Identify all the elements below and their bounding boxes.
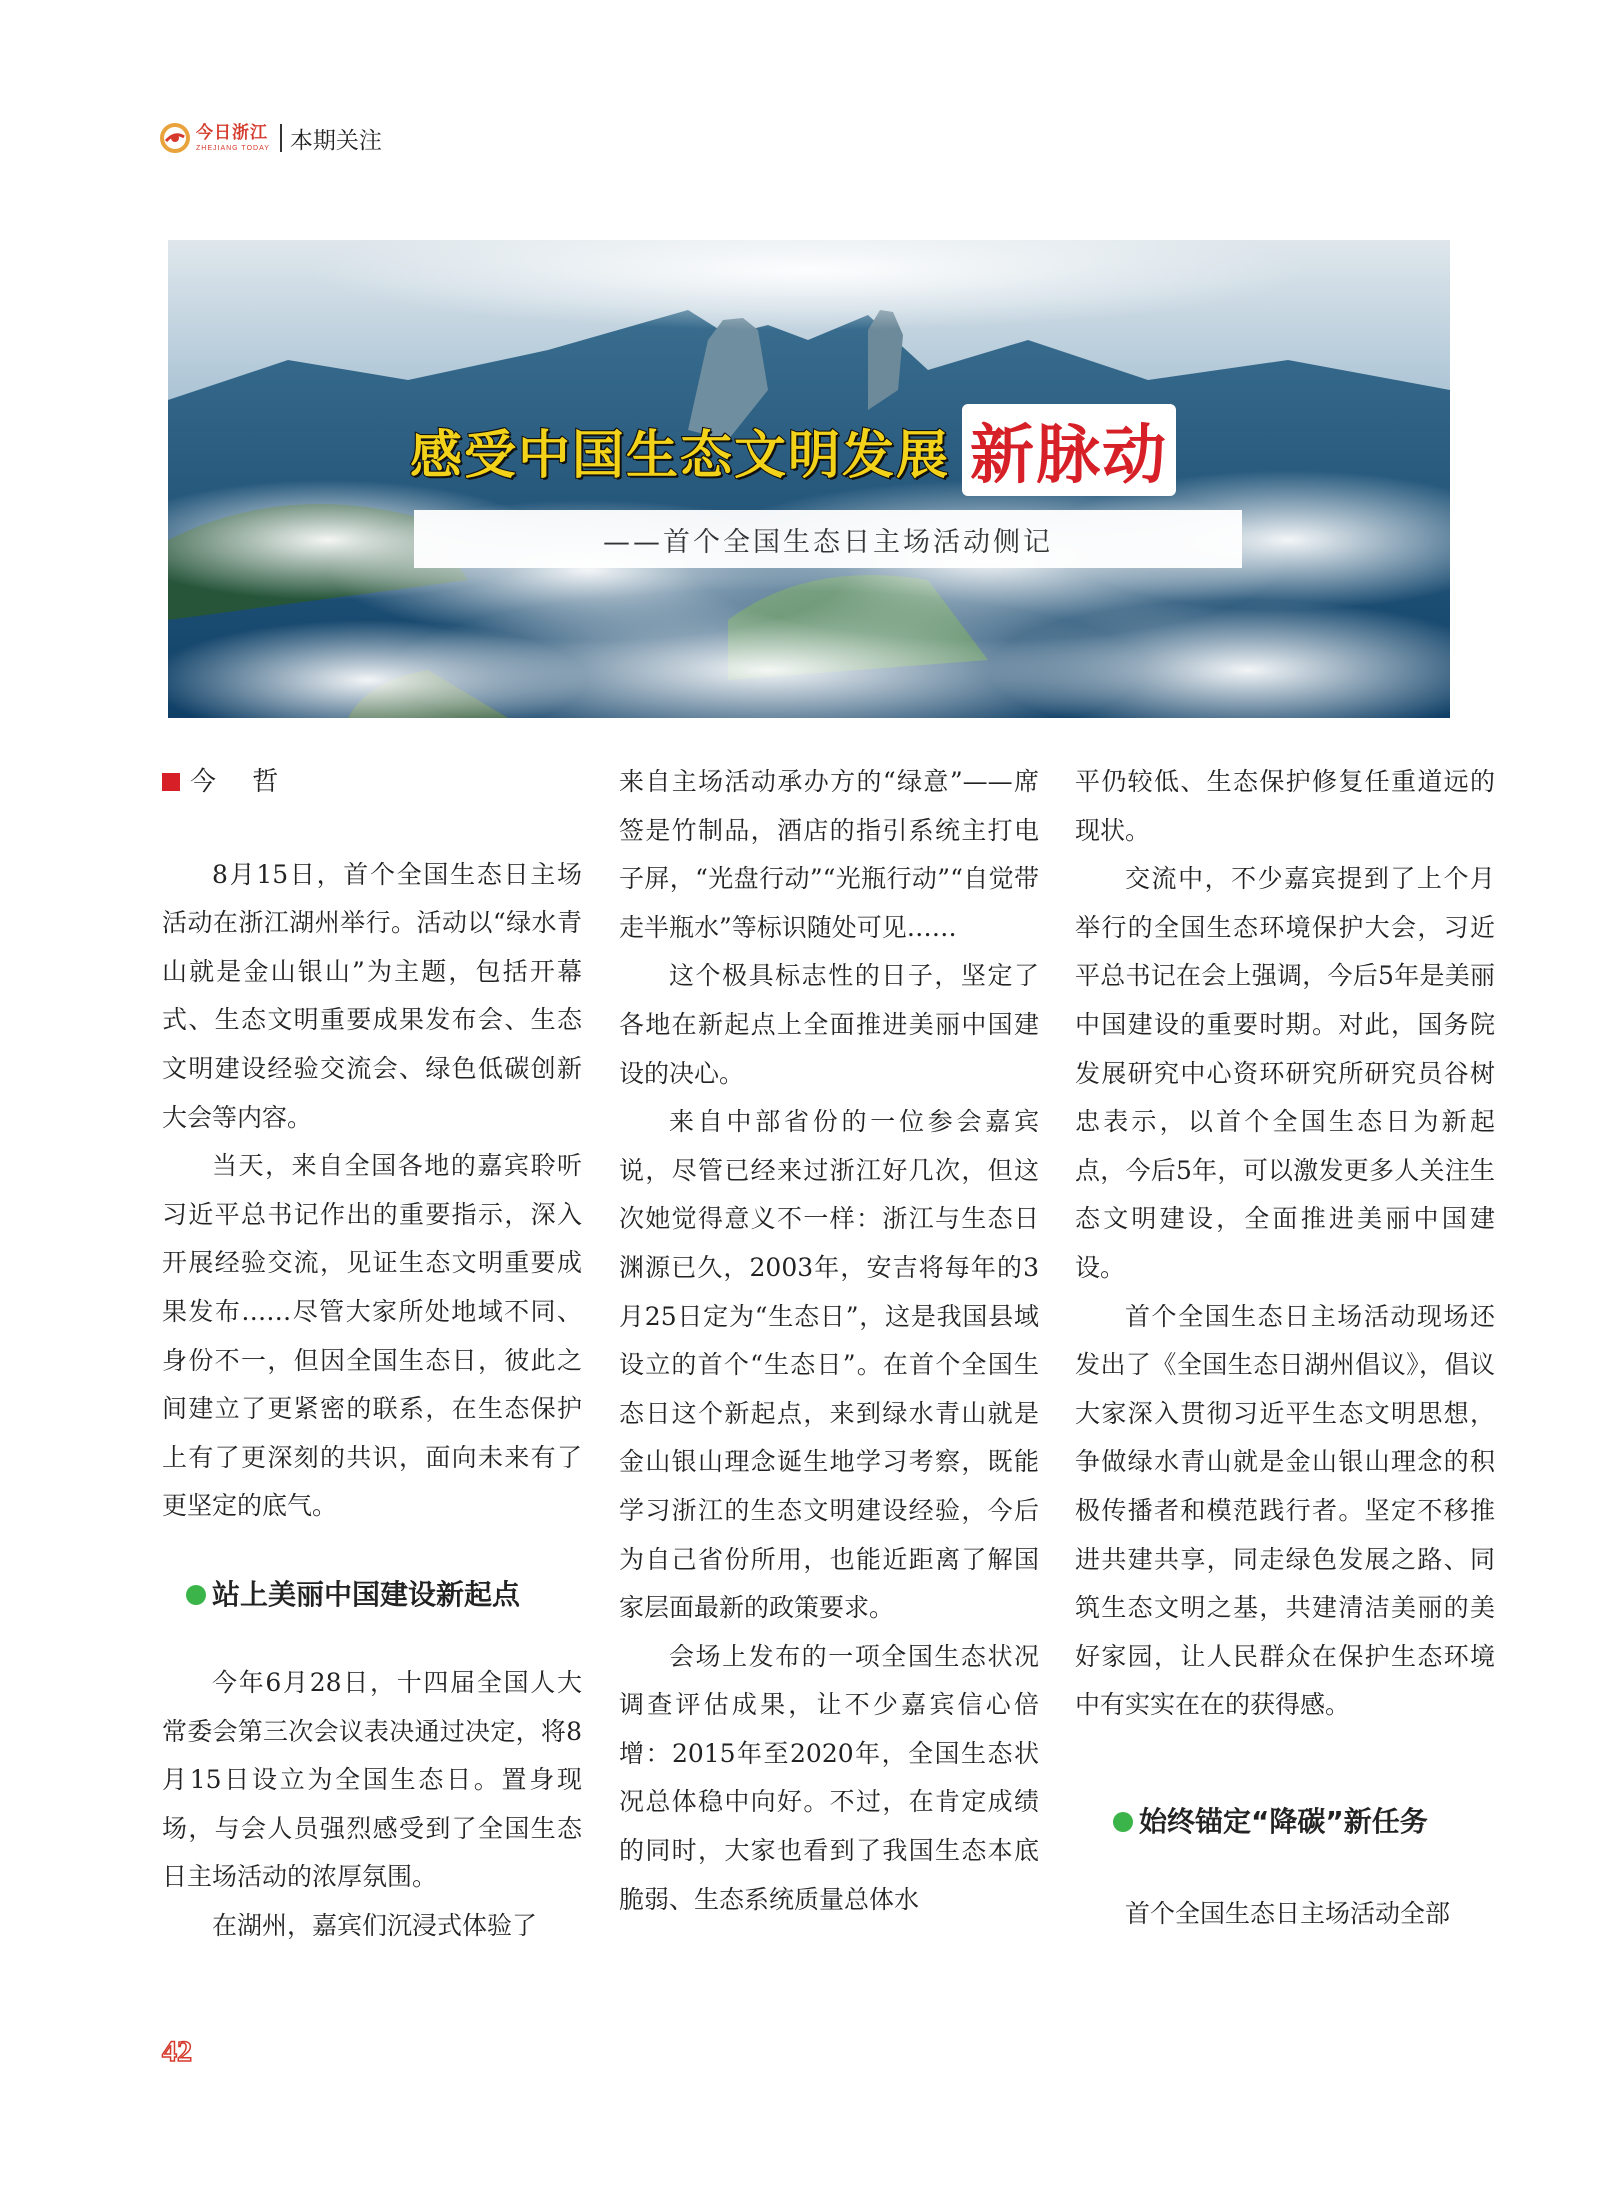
article-column-2 <box>619 758 1039 1924</box>
paragraph: 来自中部省份的一位参会嘉宾说，尽管已经来过浙江好几次，但这次她觉得意义不一样：浙江与生态日渊源已久，2003年，安吉将每年的3月25日定为“生态日”，这是我国县域设立的首个“生态日”。在首个全国生态日这个新起点，来到绿水青山就是金山银山理念诞生地学习考察，既能学习浙江的生态文明建设经验，今后为自己省份所用，也能近距离了解国家层面最新的政策要求。 <box>619 1107 1039 1623</box>
section-subheading <box>1113 1802 1495 1842</box>
author-byline <box>162 758 582 807</box>
banner-title-main: 感受中国生态文明发展 <box>410 425 951 486</box>
page-number: 42 <box>162 2035 192 2068</box>
paragraph: 今年6月28日，十四届全国人大常委会第三次会议表决通过决定，将8月15日设立为全国生态日。置身现场，与会人员强烈感受到了全国生态日主场活动的浓厚氛围。 <box>162 1667 582 1892</box>
logo-chinese: 今日浙江 <box>196 122 268 143</box>
banner-title-highlight: 新脉动 <box>962 404 1176 496</box>
logo-english: ZHEJIANG TODAY <box>196 144 270 152</box>
paragraph: 在湖州，嘉宾们沉浸式体验了 <box>212 1910 538 1940</box>
paragraph: 会场上发布的一项全国生态状况调查评估成果，让不少嘉宾信心倍增：2015年至2020年，全国生态状况总体稳中向好。不过，在肯定成绩的同时，大家也看到了我国生态本底脆弱、生态系统质量总体水 <box>619 1641 1039 1914</box>
paragraph: 来自主场活动承办方的“绿意”——席签是竹制品，酒店的指引系统主打电子屏，“光盘行动”“光瓶行动”“自觉带走半瓶水”等标识随处可见…… <box>619 767 1039 942</box>
paragraph: 平仍较低、生态保护修复任重道远的现状。 <box>1075 767 1495 845</box>
subheading-text: 站上美丽中国建设新起点 <box>212 1577 521 1611</box>
paragraph: 首个全国生态日主场活动全部 <box>1125 1898 1451 1928</box>
paragraph: 交流中，不少嘉宾提到了上个月举行的全国生态环境保护大会，习近平总书记在会上强调，今后5年是美丽中国建设的重要时期。对此，国务院发展研究中心资环研究所研究员谷树忠表示，以首个全国生态日为新起点，今后5年，可以激发更多人关注生态文明建设，全面推进美丽中国建设。 <box>1075 864 1495 1282</box>
paragraph: 首个全国生态日主场活动现场还发出了《全国生态日湖州倡议》，倡议大家深入贯彻习近平生态文明思想，争做绿水青山就是金山银山理念的积极传播者和模范践行者。坚定不移推进共建共享，同走绿色发展之路、同筑生态文明之基，共建清洁美丽的美好家园，让人民群众在保护生态环境中有实实在在的获得感。 <box>1075 1301 1495 1720</box>
section-subheading <box>186 1575 582 1615</box>
page-header <box>160 118 382 158</box>
paragraph: 这个极具标志性的日子，坚定了各地在新起点上全面推进美丽中国建设的决心。 <box>619 961 1039 1088</box>
zhejiang-today-logo-icon <box>160 123 190 153</box>
logo-wordmark <box>196 122 270 152</box>
article-column-1 <box>162 758 582 1950</box>
green-dot-icon <box>1113 1812 1133 1832</box>
author-name: 今 哲 <box>190 767 293 797</box>
banner-subtitle: ——首个全国生态日主场活动侧记 <box>414 510 1242 568</box>
author-marker <box>162 773 180 791</box>
banner-image <box>168 240 1450 718</box>
header-divider <box>280 124 282 152</box>
banner-title <box>410 404 1176 496</box>
paragraph: 8月15日，首个全国生态日主场活动在浙江湖州举行。活动以“绿水青山就是金山银山”为主题，包括开幕式、生态文明重要成果发布会、生态文明建设经验交流会、绿色低碳创新大会等内容。 <box>162 859 582 1132</box>
paragraph: 当天，来自全国各地的嘉宾聆听习近平总书记作出的重要指示，深入开展经验交流，见证生态文明重要成果发布……尽管大家所处地域不同、身份不一，但因全国生态日，彼此之间建立了更紧密的联系，在生态保护上有了更深刻的共识，面向未来有了更坚定的底气。 <box>162 1151 582 1521</box>
subheading-text: 始终锚定“降碳”新任务 <box>1139 1804 1428 1838</box>
article-column-3 <box>1075 758 1495 1938</box>
section-name: 本期关注 <box>289 127 382 154</box>
green-dot-icon <box>186 1585 206 1605</box>
